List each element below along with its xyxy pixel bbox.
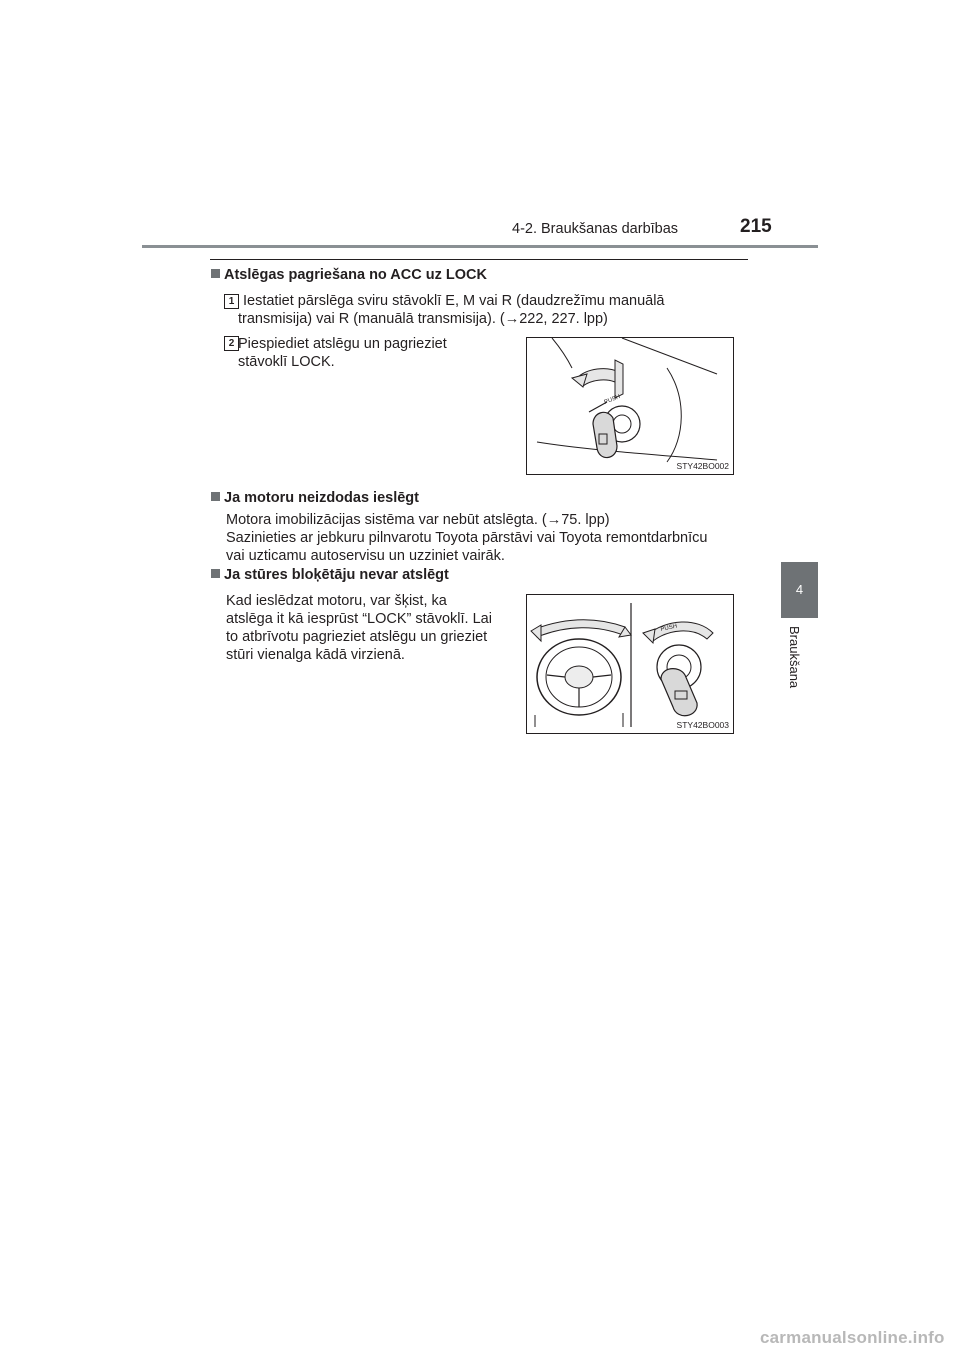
svg-text:PUSH: PUSH <box>603 394 622 406</box>
section-heading-acc-lock: Atslēgas pagriešana no ACC uz LOCK <box>211 266 487 284</box>
step-2-line-1: Piespiediet atslēgu un pagrieziet <box>238 336 447 352</box>
figure-steering-wheel-key <box>526 594 734 734</box>
step-1-line-1: Iestatiet pārslēga sviru stāvoklī E, M vai R (daudzrežīmu manuālā <box>243 293 665 309</box>
engine-start-line-1: Motora imobilizācijas sistēma var nebūt atslēgta. (→75. lpp) <box>226 512 610 528</box>
chapter-tab-label: Braukšana <box>787 626 802 689</box>
content-rule <box>210 259 748 260</box>
section-heading-steering-lock: Ja stūres bloķētāju nevar atslēgt <box>211 566 449 584</box>
engine-start-line-2: Sazinieties ar jebkuru pilnvarotu Toyota pārstāvi vai Toyota remontdarbnīcu <box>226 530 708 546</box>
page-number: 215 <box>740 216 772 237</box>
step-number-1: 1 <box>224 294 239 309</box>
section-heading-engine-start: Ja motoru neizdodas ieslēgt <box>211 489 419 507</box>
figure-code: STY42BO003 <box>676 720 729 730</box>
running-header: 4-2. Braukšanas darbības <box>512 221 679 237</box>
step-1-line-2: transmisija) vai R (manuālā transmisija). (→222, 227. lpp) <box>238 311 608 327</box>
steering-lock-line-4: stūri vienalga kādā virzienā. <box>226 647 405 663</box>
svg-text:PUSH: PUSH <box>660 623 678 633</box>
engine-start-line-3: vai uzticamu autoservisu un uzziniet vairāk. <box>226 548 505 564</box>
header-rule <box>142 245 818 248</box>
steering-lock-line-3: to atbrīvotu pagrieziet atslēgu un grieziet <box>226 629 488 645</box>
heading-square-icon <box>211 569 220 578</box>
figure-code: STY42BO002 <box>676 461 729 471</box>
step-2-line-2: stāvoklī LOCK. <box>238 354 335 370</box>
heading-square-icon <box>211 269 220 278</box>
chapter-tab[interactable]: 4 <box>781 562 818 618</box>
step-number-2: 2 <box>224 336 239 351</box>
ignition-key-illustration <box>527 338 733 474</box>
steering-lock-line-2: atslēga it kā iesprūst “LOCK” stāvoklī. Lai <box>226 611 492 627</box>
steering-wheel-illustration <box>527 595 733 733</box>
heading-square-icon <box>211 492 220 501</box>
steering-lock-line-1: Kad ieslēdzat motoru, var šķist, ka <box>226 593 447 609</box>
watermark: carmanualsonline.info <box>760 1328 945 1347</box>
figure-key-turn-lock <box>526 337 734 475</box>
